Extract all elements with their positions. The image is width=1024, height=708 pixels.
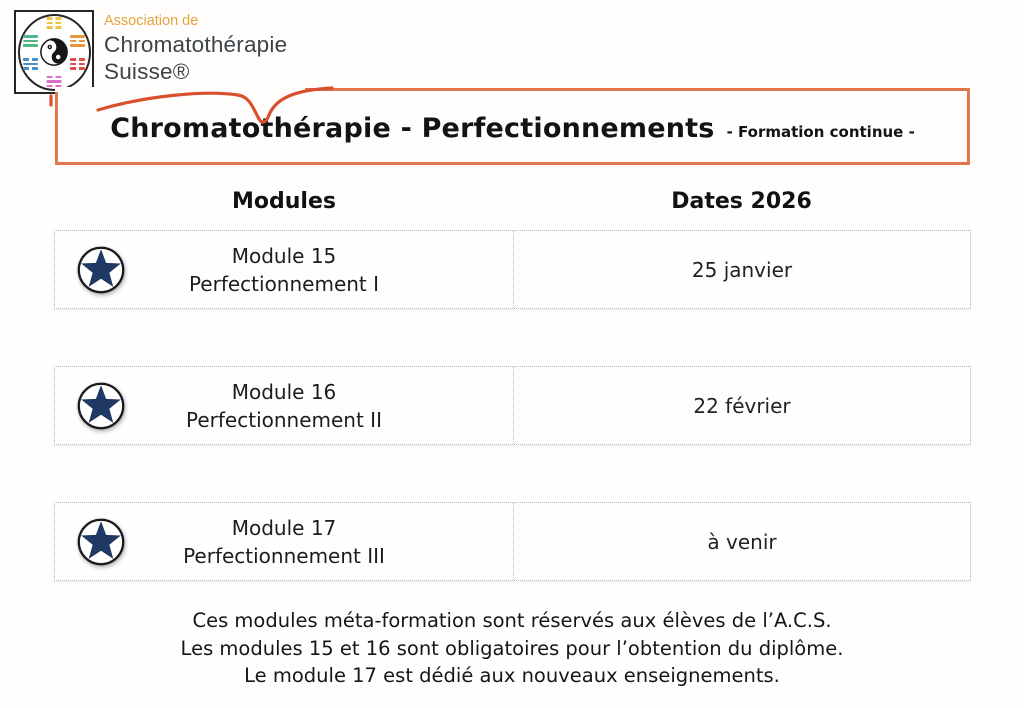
module-title-block xyxy=(55,503,513,580)
module-date: 22 février xyxy=(693,393,791,418)
page-subtitle: - Formation continue - xyxy=(726,123,915,141)
footer-line-2: Les modules 15 et 16 sont obligatoires pour l’obtention du diplôme. xyxy=(180,636,844,660)
page-title: Chromatothérapie - Perfectionnements xyxy=(110,113,715,144)
module-cell xyxy=(55,503,514,580)
module-cell xyxy=(55,367,514,444)
module-level: Perfectionnement III xyxy=(183,543,385,568)
yinyang-icon xyxy=(39,37,69,67)
brand-name-line2: Suisse® xyxy=(104,59,190,84)
module-cell xyxy=(55,231,514,308)
module-title-block xyxy=(55,231,513,308)
module-name: Module 17 xyxy=(231,515,337,540)
column-header-dates: Dates 2026 xyxy=(671,188,812,214)
trigram-left-green xyxy=(23,35,38,47)
footer-line-3: Le module 17 est dédié aux nouveaux enseignements. xyxy=(244,664,780,687)
module-row-17 xyxy=(54,502,971,581)
module-level: Perfectionnement II xyxy=(186,407,382,432)
module-row-15 xyxy=(54,230,971,309)
module-name: Module 15 xyxy=(231,243,337,268)
brand-name-line1: Chromatothérapie xyxy=(104,31,288,57)
module-date: à venir xyxy=(707,529,777,554)
column-header-modules: Modules xyxy=(232,188,336,214)
footer-line-1: Ces modules méta-formation sont réservés aux élèves de l’A.C.S. xyxy=(192,609,832,632)
brand-tagline: Association de xyxy=(104,13,199,29)
brand-text-block xyxy=(104,14,287,89)
acs-logo xyxy=(14,10,94,94)
trigram-top-yellow xyxy=(47,17,62,29)
module-date: 25 janvier xyxy=(691,257,793,282)
module-row-16 xyxy=(54,366,971,445)
trigram-bottomleft-blue xyxy=(23,58,38,70)
module-name: Module 16 xyxy=(231,379,337,404)
trigram-bottomright-red xyxy=(70,58,85,70)
module-level: Perfectionnement I xyxy=(188,271,380,296)
module-title-block xyxy=(55,367,513,444)
trigram-right-orange xyxy=(70,35,85,47)
swoosh-decoration-icon xyxy=(40,83,340,139)
footer-notes xyxy=(0,607,1024,690)
